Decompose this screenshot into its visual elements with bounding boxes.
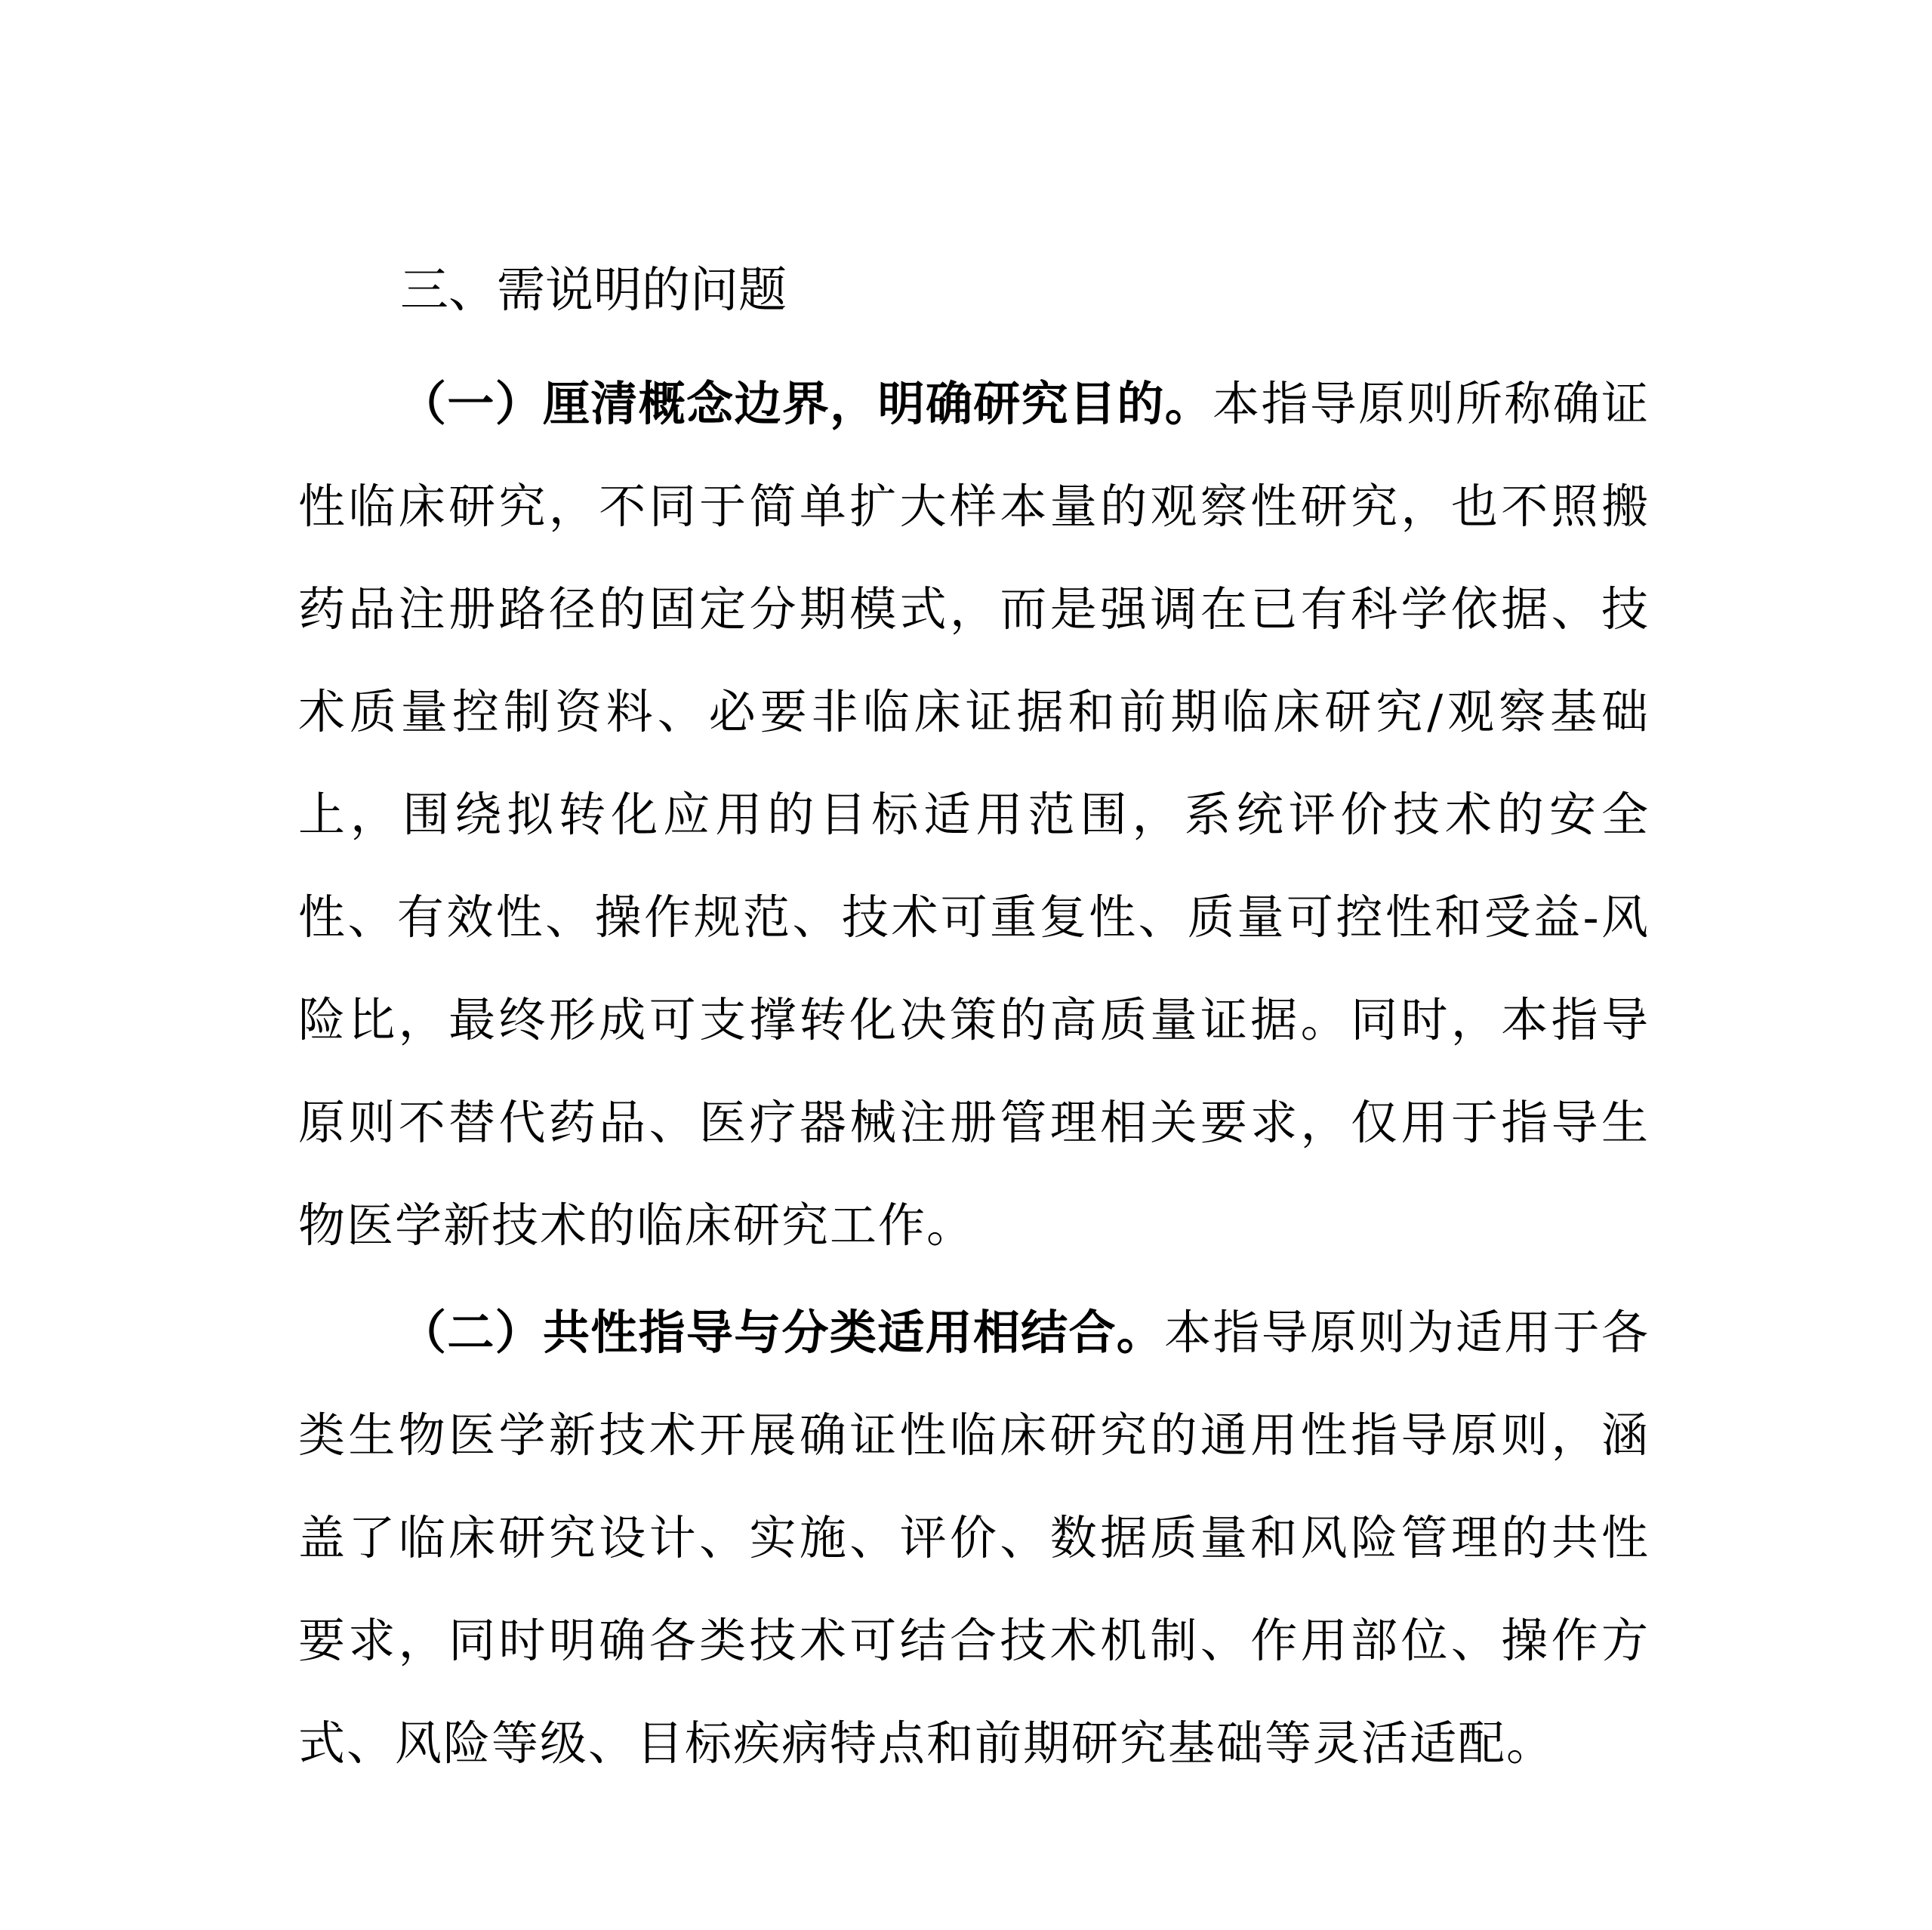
paragraph-body: 本指导原则为适用于各类生物医学新技术开展确证性临床研究的通用性指导原则，涵盖了临床研究设计、实施、评价、数据质量和风险管理的共性要求，同时明确各类技术可结合技术机制、作用部位、操作方式、风险等级、目标疾病特点和前期研究基础等灵活适配。 <box>298 1305 1650 1771</box>
paragraph-lead: （一）厘清概念边界，明确研究目的。 <box>399 376 1213 431</box>
paragraph-concept-boundary <box>298 353 1650 1277</box>
section-heading: 三、需说明的问题 <box>400 263 787 319</box>
paragraph-body: 本指导原则所称确证性临床研究，不同于简单扩大样本量的观察性研究，也不照搬药品注册路径的固定分期模式，而是强调在已有科学依据、技术质量控制资料、必要非临床证据和前期临床研究/观察基础上，围绕拟转化应用的目标适用范围，系统评价技术的安全性、有效性、操作规范、技术可重复性、质量可控性和受益-风险比，最终形成可支撑转化决策的高质量证据。同时，本指导原则不替代药品、医疗器械注册管理相关要求，仅用于指导生物医学新技术的临床研究工作。 <box>298 376 1650 1253</box>
paragraph-general-guidance <box>298 1281 1650 1795</box>
paragraph-lead: （二）共性指导与分类适用相结合。 <box>399 1305 1165 1360</box>
